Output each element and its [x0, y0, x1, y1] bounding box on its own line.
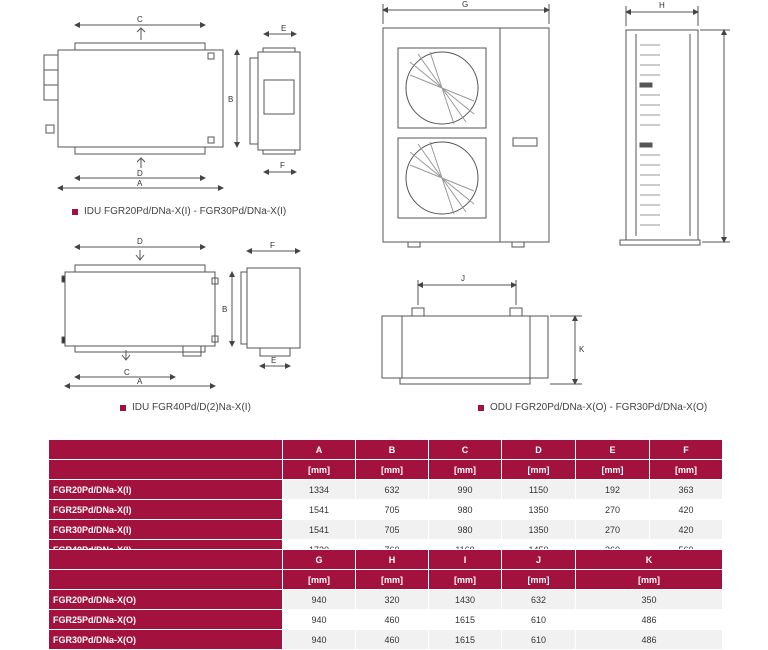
header-col-a: A — [283, 440, 356, 460]
table-cell: 632 — [502, 590, 576, 610]
dim-a-label: A — [137, 179, 143, 188]
table-cell: 460 — [356, 630, 429, 650]
unit-cell: [mm] — [356, 570, 429, 590]
table-row — [49, 590, 723, 610]
dim-g-label: G — [462, 0, 469, 9]
unit-cell: [mm] — [502, 570, 576, 590]
table-cell: 363 — [650, 480, 723, 500]
unit-cell: [mm] — [429, 570, 502, 590]
table-cell: 940 — [283, 590, 356, 610]
dim-b-label: B — [228, 95, 234, 104]
unit-cell: [mm] — [576, 460, 650, 480]
unit-cell: [mm] — [283, 570, 356, 590]
table-cell: 705 — [356, 520, 429, 540]
header-col-f: F — [650, 440, 723, 460]
dim-e2-label: E — [271, 356, 277, 365]
caption-idu-large-text: IDU FGR40Pd/D(2)Na-X(I) — [132, 402, 251, 413]
idu-large-drawing — [62, 247, 300, 386]
table-cell: 1615 — [429, 630, 502, 650]
bullet-icon — [120, 405, 126, 411]
table-unit-row — [49, 460, 723, 480]
table-cell: 270 — [576, 500, 650, 520]
caption-odu-text: ODU FGR20Pd/DNa-X(O) - FGR30Pd/DNa-X(O) — [490, 402, 708, 413]
unit-cell: [mm] — [576, 570, 723, 590]
header-col-j: J — [502, 550, 576, 570]
header-col-h: H — [356, 550, 429, 570]
idu-small-drawing — [44, 25, 300, 188]
unit-cell: [mm] — [650, 460, 723, 480]
model-name: FGR30Pd/DNa-X(I) — [49, 520, 283, 540]
unit-blank-cell — [49, 570, 283, 590]
table-header-row — [49, 550, 723, 570]
header-blank-cell — [49, 440, 283, 460]
dim-e-label: E — [281, 24, 287, 33]
header-col-i: I — [429, 550, 502, 570]
unit-blank-cell — [49, 460, 283, 480]
bullet-icon — [72, 209, 78, 215]
table-cell: 632 — [356, 480, 429, 500]
odu-top-drawing — [382, 280, 582, 384]
header-col-c: C — [429, 440, 502, 460]
dim-k-label: K — [579, 345, 585, 354]
odu-front-drawing — [383, 4, 549, 247]
header-blank-cell — [49, 550, 283, 570]
table-cell: 705 — [356, 500, 429, 520]
table-cell: 1350 — [502, 520, 576, 540]
dimensions-table-indoor — [48, 439, 723, 560]
table-cell: 1541 — [283, 500, 356, 520]
table-cell: 610 — [502, 630, 576, 650]
dimensions-table-outdoor — [48, 549, 723, 650]
table-row — [49, 500, 723, 520]
table-cell: 1541 — [283, 520, 356, 540]
model-name: FGR25Pd/DNa-X(O) — [49, 610, 283, 630]
dim-a2-label: A — [137, 377, 143, 386]
dim-f2-label: F — [270, 241, 275, 250]
dim-c-label: C — [137, 15, 143, 24]
unit-cell: [mm] — [283, 460, 356, 480]
header-col-g: G — [283, 550, 356, 570]
table-cell: 350 — [576, 590, 723, 610]
unit-cell: [mm] — [356, 460, 429, 480]
header-col-k: K — [576, 550, 723, 570]
unit-cell: [mm] — [429, 460, 502, 480]
table-cell: 990 — [429, 480, 502, 500]
caption-odu — [478, 402, 707, 413]
table-cell: 1150 — [502, 480, 576, 500]
table-cell: 980 — [429, 500, 502, 520]
table-cell: 486 — [576, 630, 723, 650]
odu-side-drawing — [620, 6, 730, 245]
table-unit-row — [49, 570, 723, 590]
table-cell: 420 — [650, 520, 723, 540]
table-cell: 1615 — [429, 610, 502, 630]
caption-idu-small-text: IDU FGR20Pd/DNa-X(I) - FGR30Pd/DNa-X(I) — [84, 206, 287, 217]
model-name: FGR30Pd/DNa-X(O) — [49, 630, 283, 650]
table-header-row — [49, 440, 723, 460]
table-cell: 460 — [356, 610, 429, 630]
table-cell: 192 — [576, 480, 650, 500]
caption-idu-small — [72, 206, 286, 217]
table-cell: 1334 — [283, 480, 356, 500]
table-row — [49, 480, 723, 500]
table-row — [49, 610, 723, 630]
dim-d-label: D — [137, 169, 143, 178]
table-cell: 1430 — [429, 590, 502, 610]
model-name: FGR25Pd/DNa-X(I) — [49, 500, 283, 520]
caption-idu-large — [120, 402, 251, 413]
table-cell: 270 — [576, 520, 650, 540]
dim-h-label: H — [659, 1, 665, 10]
table-cell: 420 — [650, 500, 723, 520]
dim-d2-label: D — [137, 237, 143, 246]
dim-j-label: J — [461, 274, 465, 283]
bullet-icon — [478, 405, 484, 411]
model-name: FGR20Pd/DNa-X(I) — [49, 480, 283, 500]
header-col-d: D — [502, 440, 576, 460]
table-cell: 610 — [502, 610, 576, 630]
table-cell: 1350 — [502, 500, 576, 520]
model-name: FGR20Pd/DNa-X(O) — [49, 590, 283, 610]
dim-f-label: F — [280, 161, 285, 170]
dim-c2-label: C — [124, 368, 130, 377]
unit-cell: [mm] — [502, 460, 576, 480]
table-cell: 940 — [283, 630, 356, 650]
table-cell: 980 — [429, 520, 502, 540]
header-col-e: E — [576, 440, 650, 460]
table-row — [49, 520, 723, 540]
table-cell: 940 — [283, 610, 356, 630]
dim-b2-label: B — [222, 305, 228, 314]
header-col-b: B — [356, 440, 429, 460]
table-cell: 320 — [356, 590, 429, 610]
table-cell: 486 — [576, 610, 723, 630]
